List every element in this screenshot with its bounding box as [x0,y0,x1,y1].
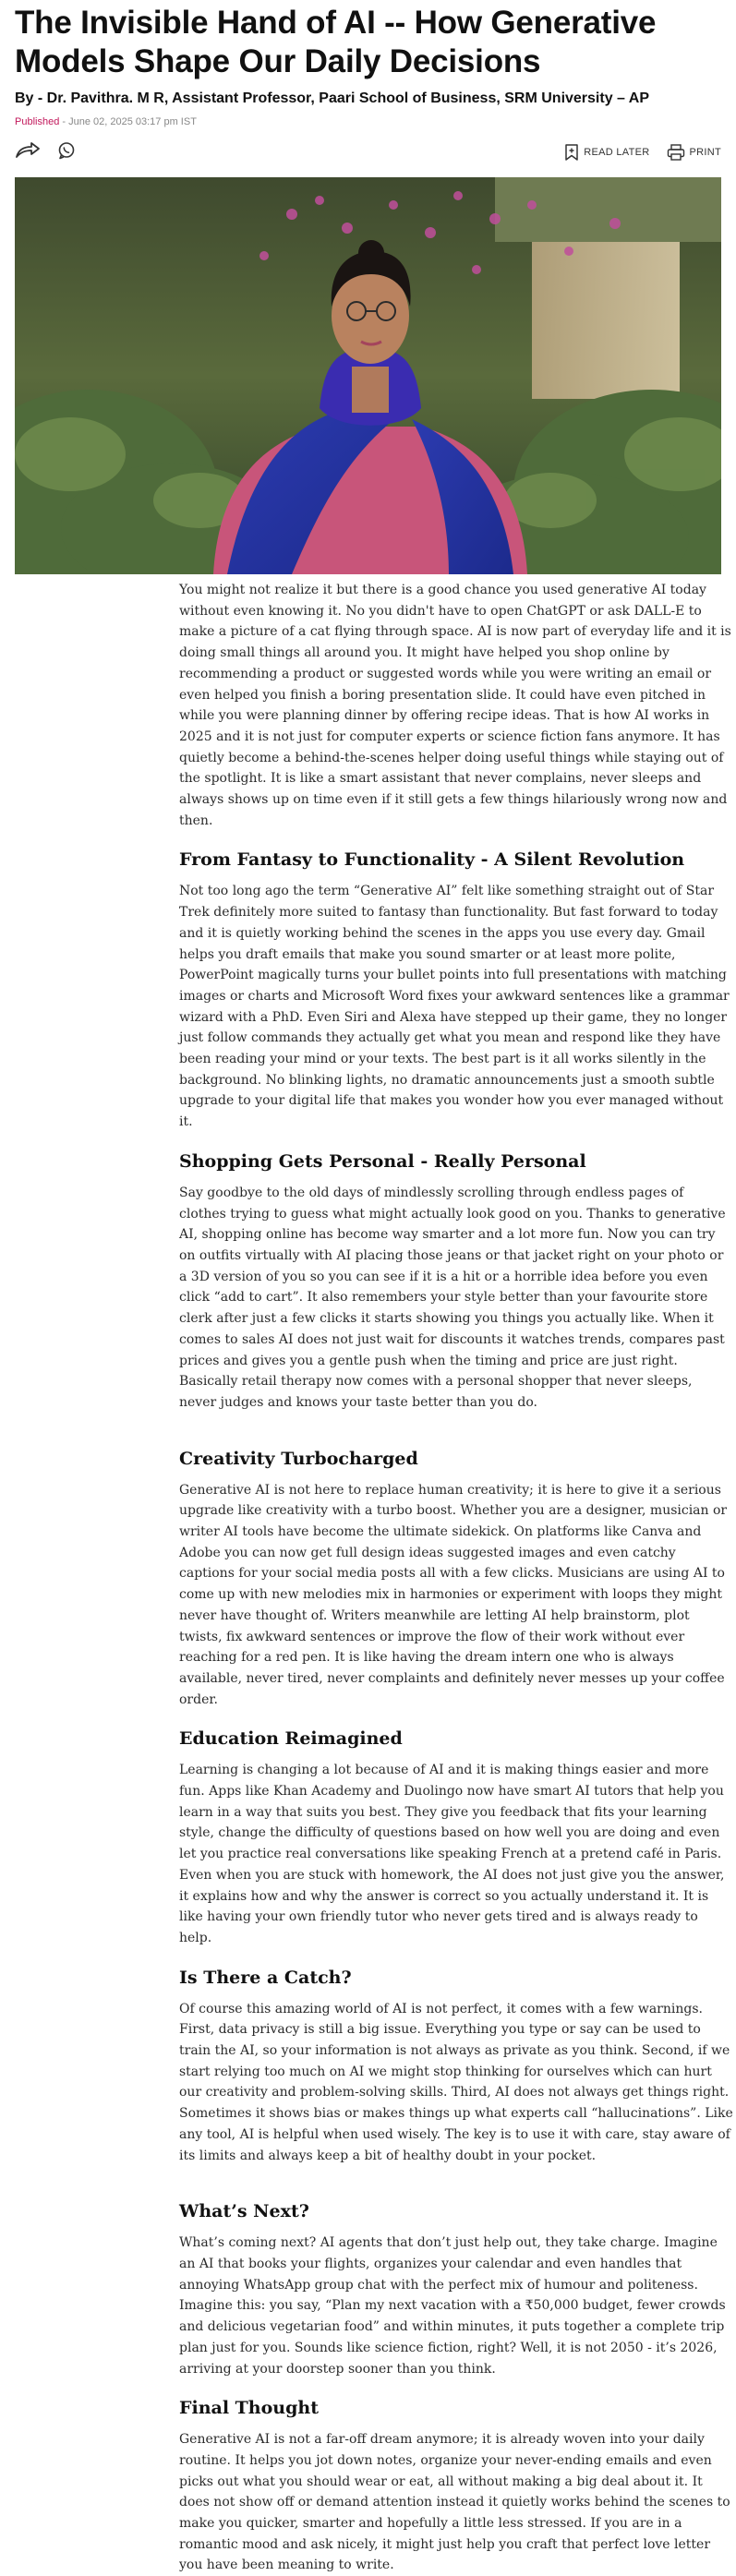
read-later-label: READ LATER [584,147,650,158]
section-final-thought [179,2396,733,2576]
article-toolbar [15,138,721,166]
section-heading: What’s Next? [179,2201,309,2222]
section-whats-next [179,2199,733,2379]
section-paragraph: Generative AI is not a far-off dream anymore; it is already woven into your daily routine. It helps you jot down notes, organize your never-ending emails and even picks out what you should wear or eat, all without making a big deal about it. It does not show off or demand attention instead it quietly works behind the scenes to make you quicker, smarter and hopefully a little less stressed. If you are in a romantic mood and ask nicely, it might just help you craft that perfect love letter you have been meaning to write. [179,2432,730,2573]
article-byline: By - Dr. Pavithra. M R, Assistant Professor, Paari School of Business, SRM University – AP [15,90,650,106]
section-paragraph: Generative AI is not here to replace human creativity; it is here to give it a serious upgrade like creativity with a turbo boost. Whether you are a designer, musician or writer AI tools have become the ultimate sidekick. On platforms like Canva and Adobe you can now get full design ideas suggested images and even catchy captions for your social media posts all with a few clicks. Musicians are using AI to come up with new melodies mix in harmonies or experiment with loops they might never have thought of. Writers meanwhile are letting AI help brainstorm, plot twists, fix awkward sentences or improve the flow of their work without ever reaching for a red pen. It is like having the dream intern one who is always available, never tired, never complaints and definitely never messes up your coffee order. [179,1482,728,1707]
section-fantasy [179,848,733,1132]
author-photo [15,177,721,574]
section-heading: Final Thought [179,2398,319,2419]
section-heading: From Fantasy to Functionality - A Silent Revolution [179,849,685,871]
section-heading: Is There a Catch? [179,1967,352,1988]
section-heading: Shopping Gets Personal - Really Personal [179,1150,586,1172]
publish-info [15,116,721,127]
section-paragraph: Not too long ago the term “Generative AI” felt like something straight out of Star Trek definitely more suited to fantasy than functionality. But fast forward to today and it is quietly working behind the scenes in the apps you use every day. Gmail helps you draft emails that make you sound smarter or at least more polite, PowerPoint magically turns your bullet points into full presentations with matching images or charts and Microsoft Word fixes your awkward sentences like a grammar wizard with a PhD. Even Siri and Alexa have stepped up their game, they no longer just follow commands they actually get what you mean and respond like they have been reading your mind or your texts. The best part is it all works silently in the background. No blinking lights, no dramatic announcements just a smooth subtle upgrade to your digital life that makes you wonder how you ever managed without it. [179,884,730,1130]
section-education [179,1727,733,1948]
print-button[interactable] [667,144,722,161]
print-label: PRINT [689,147,721,158]
section-paragraph: Say goodbye to the old days of mindlessly scrolling through endless pages of clothes trying to guess what might actually look good on you. Thanks to generative AI, shopping online has become way smarter and a lot more fun. Now you can try on outfits virtually with AI placing those jeans or that jacket right on your photo or a 3D version of you so you can see if it is a hit or a horrible idea before you even click “add to cart”. It also remembers your style better than your favourite store clerk after just a few clicks it starts showing you things you actually like. When it comes to sales AI does not just wait for discounts it watches trends, compares past prices and gives you a gentle push when the timing and price are just right. Basically retail therapy now comes with a personal shopper that never sleeps, never judges and knows your taste better than you do. [179,1185,726,1410]
section-paragraph: Of course this amazing world of AI is not perfect, it comes with a few warnings. First, data privacy is still a big issue. Everything you type or say can be used to train the AI, so your information is not always as private as you think. Second, if we start relying too much on AI we might stop thinking for ourselves which can hurt our creativity and problem-solving skills. Third, AI does not always get things right. Sometimes it shows bias or makes things up what experts call “hallucinations”. Like any tool, AI is helpful when used wisely. The key is to use it with care, stay aware of its limits and always keep a bit of healthy doubt in your pocket. [179,2001,733,2163]
section-catch [179,1966,733,2167]
published-label: Published [15,116,60,127]
intro-paragraph: You might not realize it but there is a good chance you used generative AI today without even knowing it. No you didn't have to open ChatGPT or ask DALL-E to make a picture of a cat flying through space. AI is now part of everyday life and it is doing small things all around you. It might have helped you shop online by recommending a product or suggested words while you were writing an email or even helped you finish a boring presentation slide. It could have even pitched in while you were planning dinner by offering recipe ideas. That is how AI works in 2025 and it is not just for computer experts or science fiction fans anymore. It has quietly become a behind-the-scenes helper doing useful things while staying out of the spotlight. It is like a smart assistant that never complains, never sleeps and always shows up on time even if it still gets a few things hilariously wrong now and then. [179,583,731,828]
section-heading: Creativity Turbocharged [179,1448,418,1469]
read-later-button[interactable] [564,144,649,161]
section-shopping [179,1150,733,1414]
article-page [0,4,736,2576]
bookmark-icon [564,144,579,161]
whatsapp-icon[interactable] [57,141,76,163]
section-creativity [179,1447,733,1711]
section-heading: Education Reimagined [179,1728,403,1750]
printer-icon [667,144,685,161]
article-body [179,580,733,2576]
published-date: - June 02, 2025 03:17 pm IST [59,116,197,127]
article-title: The Invisible Hand of AI -- How Generative Models Shape Our Daily Decisions [15,5,657,79]
section-paragraph: Learning is changing a lot because of AI and it is making things easier and more fun. Apps like Khan Academy and Duolingo now have smart AI tutors that help you learn in a way that suits you best. They give you feedback that fits your learning style, change the difficulty of questions based on how well you are doing and even let you practice real conversations like speaking French at a pretend café in Paris. Even when you are stuck with homework, the AI does not just give you the answer, it explains how and why the answer is correct so you actually understand it. It is like having your own friendly tutor who never gets tired and is always ready to help. [179,1763,725,1945]
share-icon[interactable] [15,141,41,163]
section-paragraph: What’s coming next? AI agents that don’t just help out, they take charge. Imagine an AI that books your flights, organizes your calendar and even handles that annoying WhatsApp group chat with the perfect mix of humour and politeness. Imagine this: you say, “Plan my next vacation with a ₹50,000 budget, fewer crowds and delicious vegetarian food” and within minutes, it puts together a complete trip plan just for you. Sounds like science fiction, right? Well, it is not 2050 - it’s 2026, arriving at your doorstep sooner than you think. [179,2235,726,2377]
